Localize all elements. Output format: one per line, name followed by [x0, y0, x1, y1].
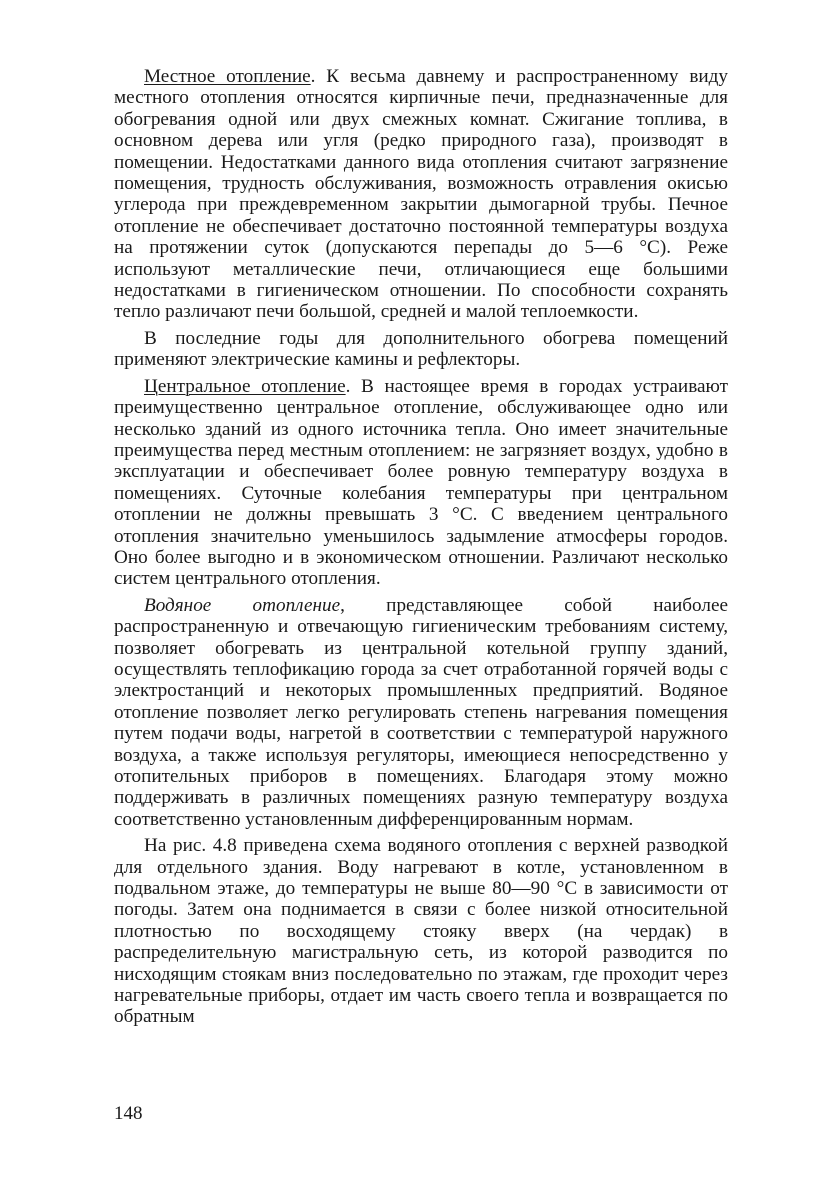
- paragraph-electric-heaters: [114, 328, 728, 371]
- paragraph-text: На рис. 4.8 приведена схема водяного отопления с верхней разводкой для отдельного здания. Воду нагревают в котле, установленном в подвальном этаже, до температуры не выше 80—90 °С в зависимости от погоды. Затем она поднимается в связи с более низкой относительной плотностью по восходящему стояку вверх (на чердак) в распределительную магистральную сеть, из которой разводится по нисходящим стоякам вниз последовательно по этажам, где проходит через нагревательные приборы, отдает им часть своего тепла и возвращается по обратным: [114, 835, 728, 1028]
- paragraph-central-heating: [114, 376, 728, 590]
- heading-water-heating: Водяное отопление: [144, 594, 341, 616]
- paragraph-water-heating: [114, 595, 728, 830]
- paragraph-text: . К весьма давнему и распространенному виду местного отопления относятся кирпичные печи, предназначенные для обогревания одной или двух смежных комнат. Сжигание топлива, в основном дерева или угля (редко природного газа), производят в помещении. Недостатками данного вида отопления считают загрязнение помещения, трудность обслуживания, возможность отравления окисью углерода при преждевременном закрытии дымогарной трубы. Печное отопление не обеспечивает достаточно постоянной температуры воздуха на протяжении суток (допускаются перепады до 5—6 °С). Реже используют металлические печи, отличающиеся еще большими недостатками в гигиеническом отношении. По способности сохранять тепло различают печи большой, средней и малой теплоемкости.: [114, 66, 729, 323]
- heading-local-heating: Местное отопление: [144, 66, 311, 87]
- paragraph-text: , представляющее собой наиболее распространенную и отвечающую гигиеническим требованиям систему, позволяет обогревать из центральной котельной группу зданий, осуществлять теплофикацию города за счет отработанной горячей воды с электростанций и некоторых промышленных предприятий. Водяное отопление позволяет легко регулировать степень нагревания помещения путем подачи воды, нагретой в соответствии с температурой наружного воздуха, а также используя регуляторы, имеющиеся непосредственно у отопительных приборов в помещениях. Благодаря этому можно поддерживать в различных помещениях разную температуру воздуха соответственно установленным дифференцированным нормам.: [114, 594, 729, 830]
- heading-central-heating: Центральное отопление: [144, 375, 346, 397]
- page-number: 148: [114, 1103, 143, 1124]
- paragraph-figure-description: [114, 835, 728, 1028]
- page-body: [114, 66, 728, 1028]
- paragraph-text: . В настоящее время в городах устраивают преимущественно центральное отопление, обслуживающее одно или несколько зданий из одного источника тепла. Оно имеет значительные преимущества перед местным отоплением: не загрязняет воздух, удобно в эксплуатации и обеспечивает более ровную температуру воздуха в помещениях. Суточные колебания температуры при центральном отоплении не должны превышать 3 °С. С введением центрального отопления значительно уменьшилось задымление атмосферы городов. Оно более выгодно и в экономическом отношении. Различают несколько систем центрального отопления.: [114, 375, 728, 590]
- paragraph-local-heating: [114, 66, 728, 323]
- paragraph-text: В последние годы для дополнительного обогрева помещений применяют электрические камины и рефлекторы.: [114, 327, 728, 371]
